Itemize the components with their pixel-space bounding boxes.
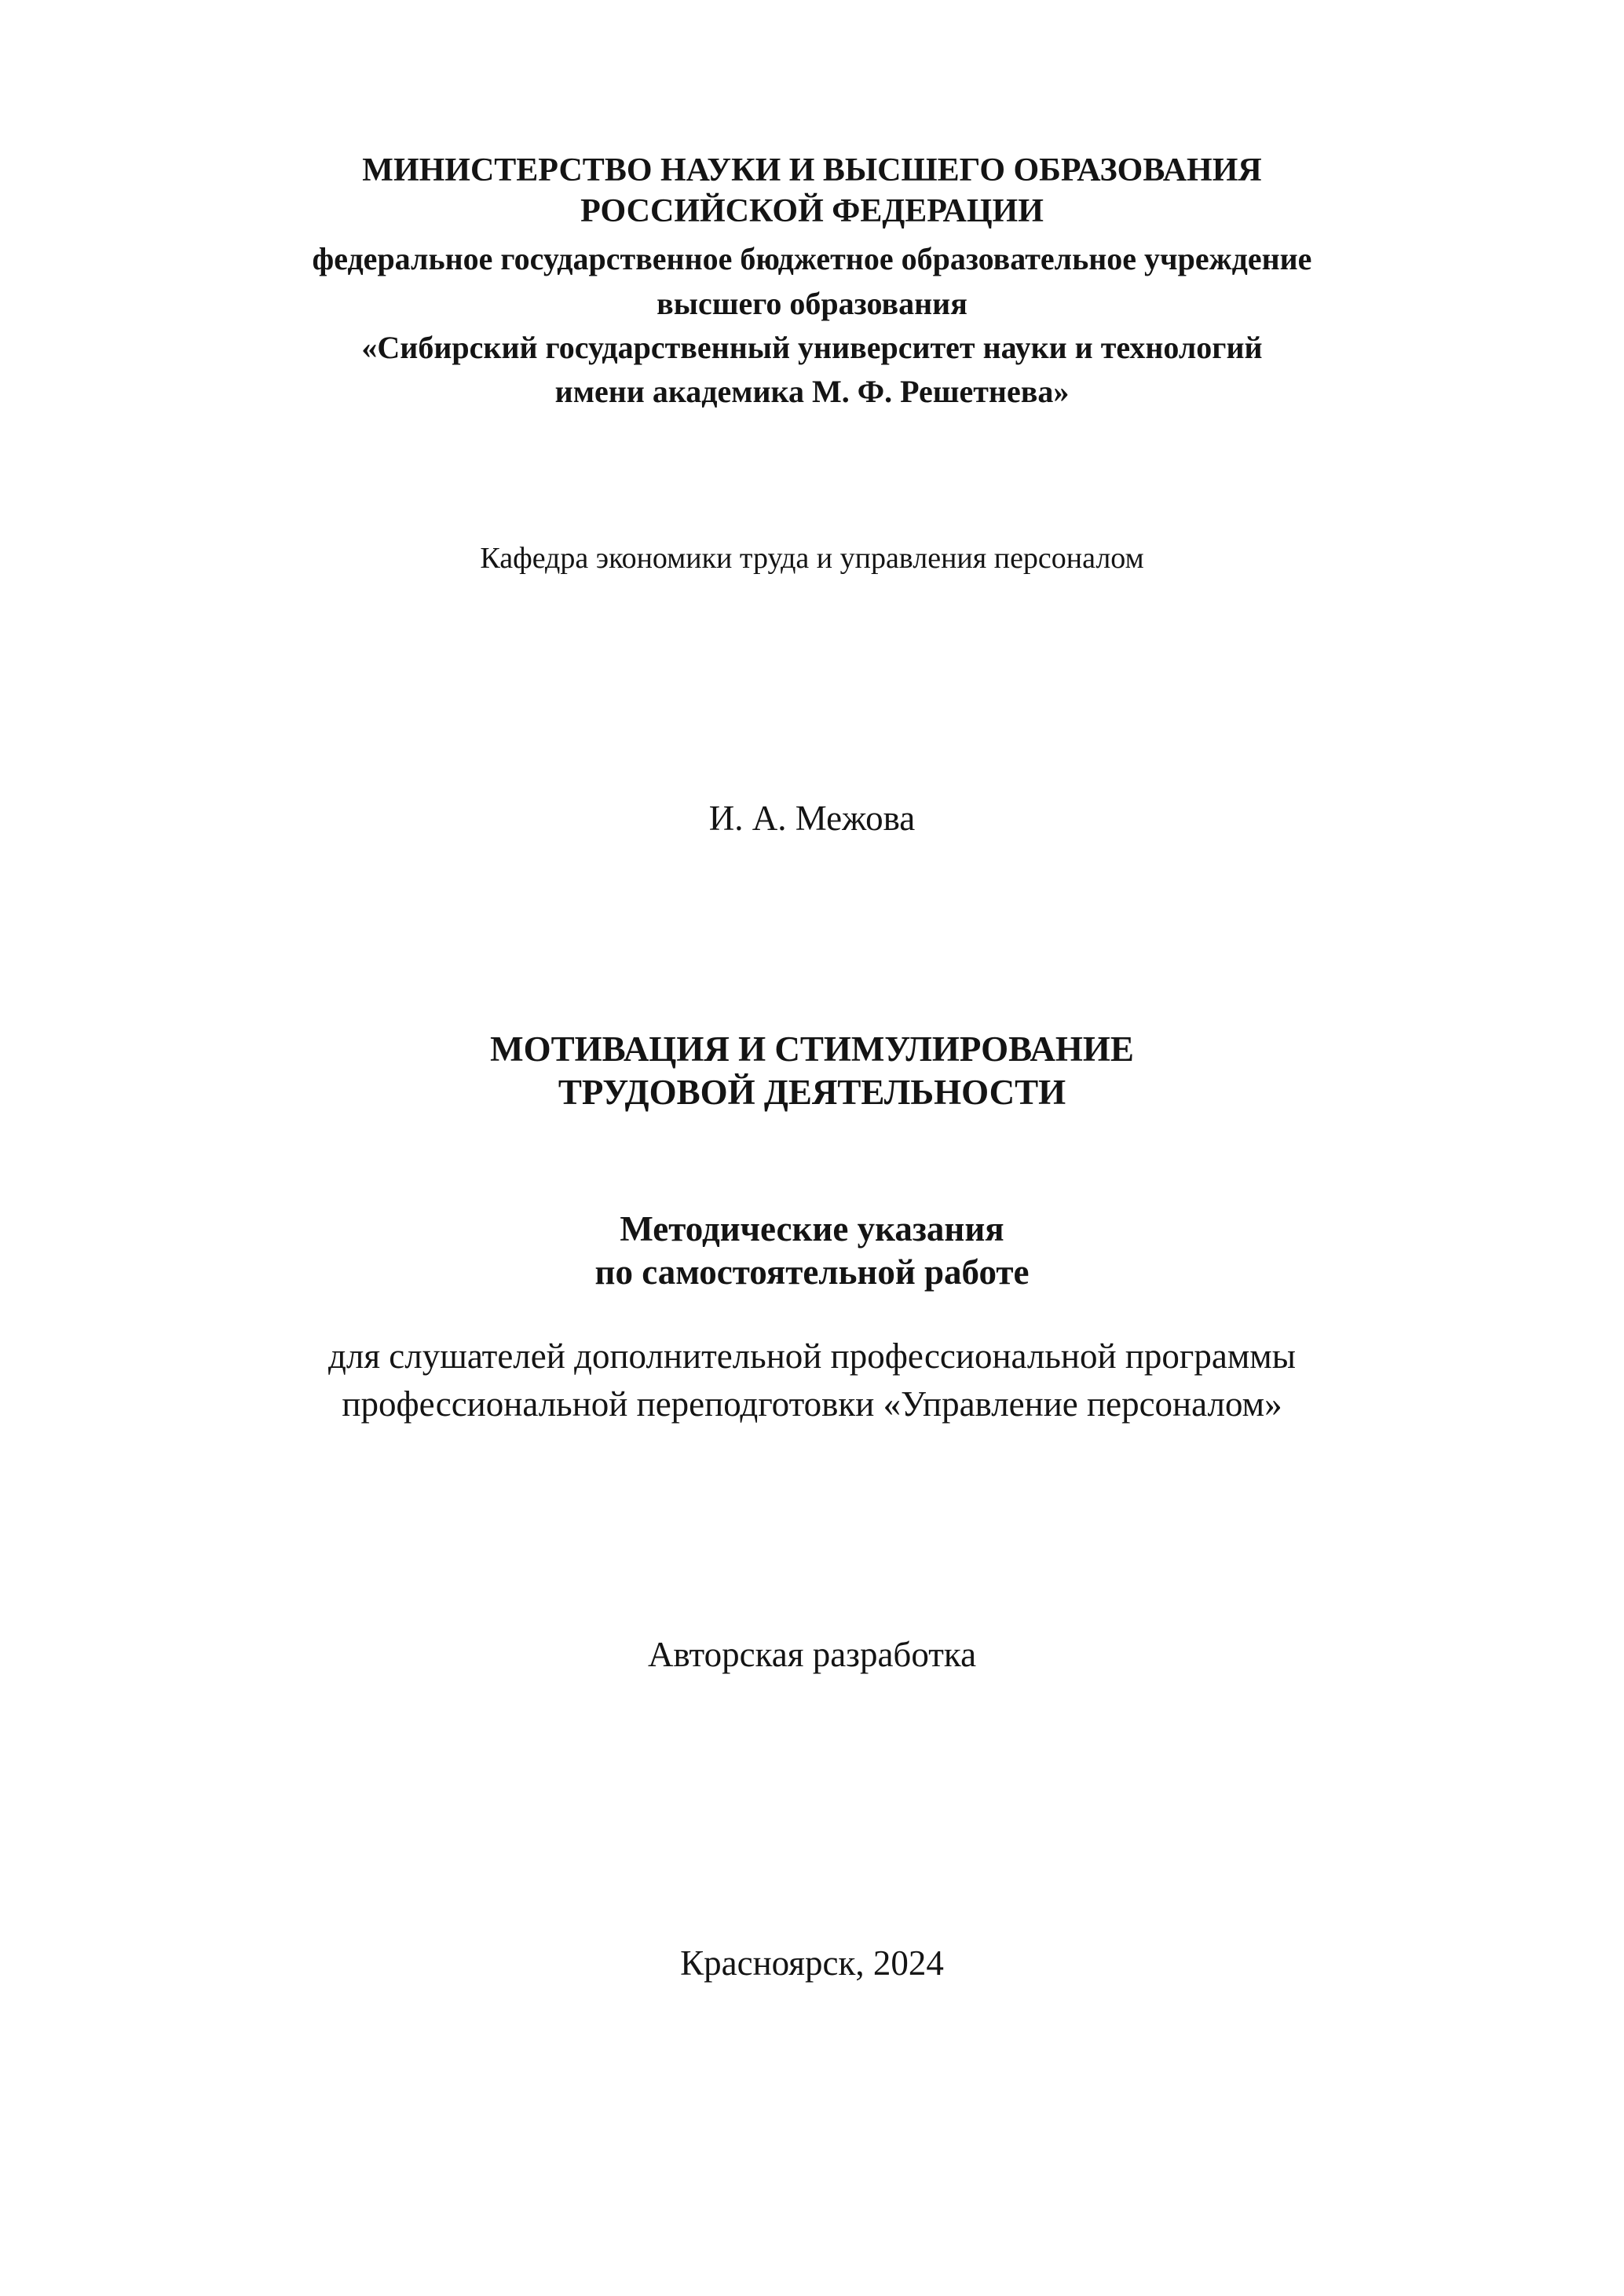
authorship-note: Авторская разработка xyxy=(647,1635,977,1674)
city-year: Красноярск, 2024 xyxy=(680,1943,944,1983)
institution-type-line-1: федеральное государственное бюджетное образовательное учреждение xyxy=(312,241,1312,276)
document-subtitle-line-2: по самостоятельной работе xyxy=(594,1252,1030,1292)
ministry-line-2: РОССИЙСКОЙ ФЕДЕРАЦИИ xyxy=(580,193,1044,229)
document-title-line-2: ТРУДОВОЙ ДЕЯТЕЛЬНОСТИ xyxy=(558,1073,1066,1112)
audience-line-1: для слушателей дополнительной профессиональной программы xyxy=(327,1336,1297,1376)
university-line-1: «Сибирский государственный университет науки и технологий xyxy=(361,330,1263,365)
ministry-line-1: МИНИСТЕРСТВО НАУКИ И ВЫСШЕГО ОБРАЗОВАНИЯ xyxy=(362,152,1262,188)
audience-line-2: профессиональной переподготовки «Управление персоналом» xyxy=(342,1384,1282,1424)
university-line-2: имени академика М. Ф. Решетнева» xyxy=(554,374,1070,409)
institution-type-line-2: высшего образования xyxy=(657,286,967,321)
document-title-line-1: МОТИВАЦИЯ И СТИМУЛИРОВАНИЕ xyxy=(490,1029,1134,1069)
department-name: Кафедра экономики труда и управления персоналом xyxy=(480,542,1144,575)
document-subtitle-line-1: Методические указания xyxy=(620,1209,1004,1249)
author-name: И. А. Межова xyxy=(708,799,916,838)
